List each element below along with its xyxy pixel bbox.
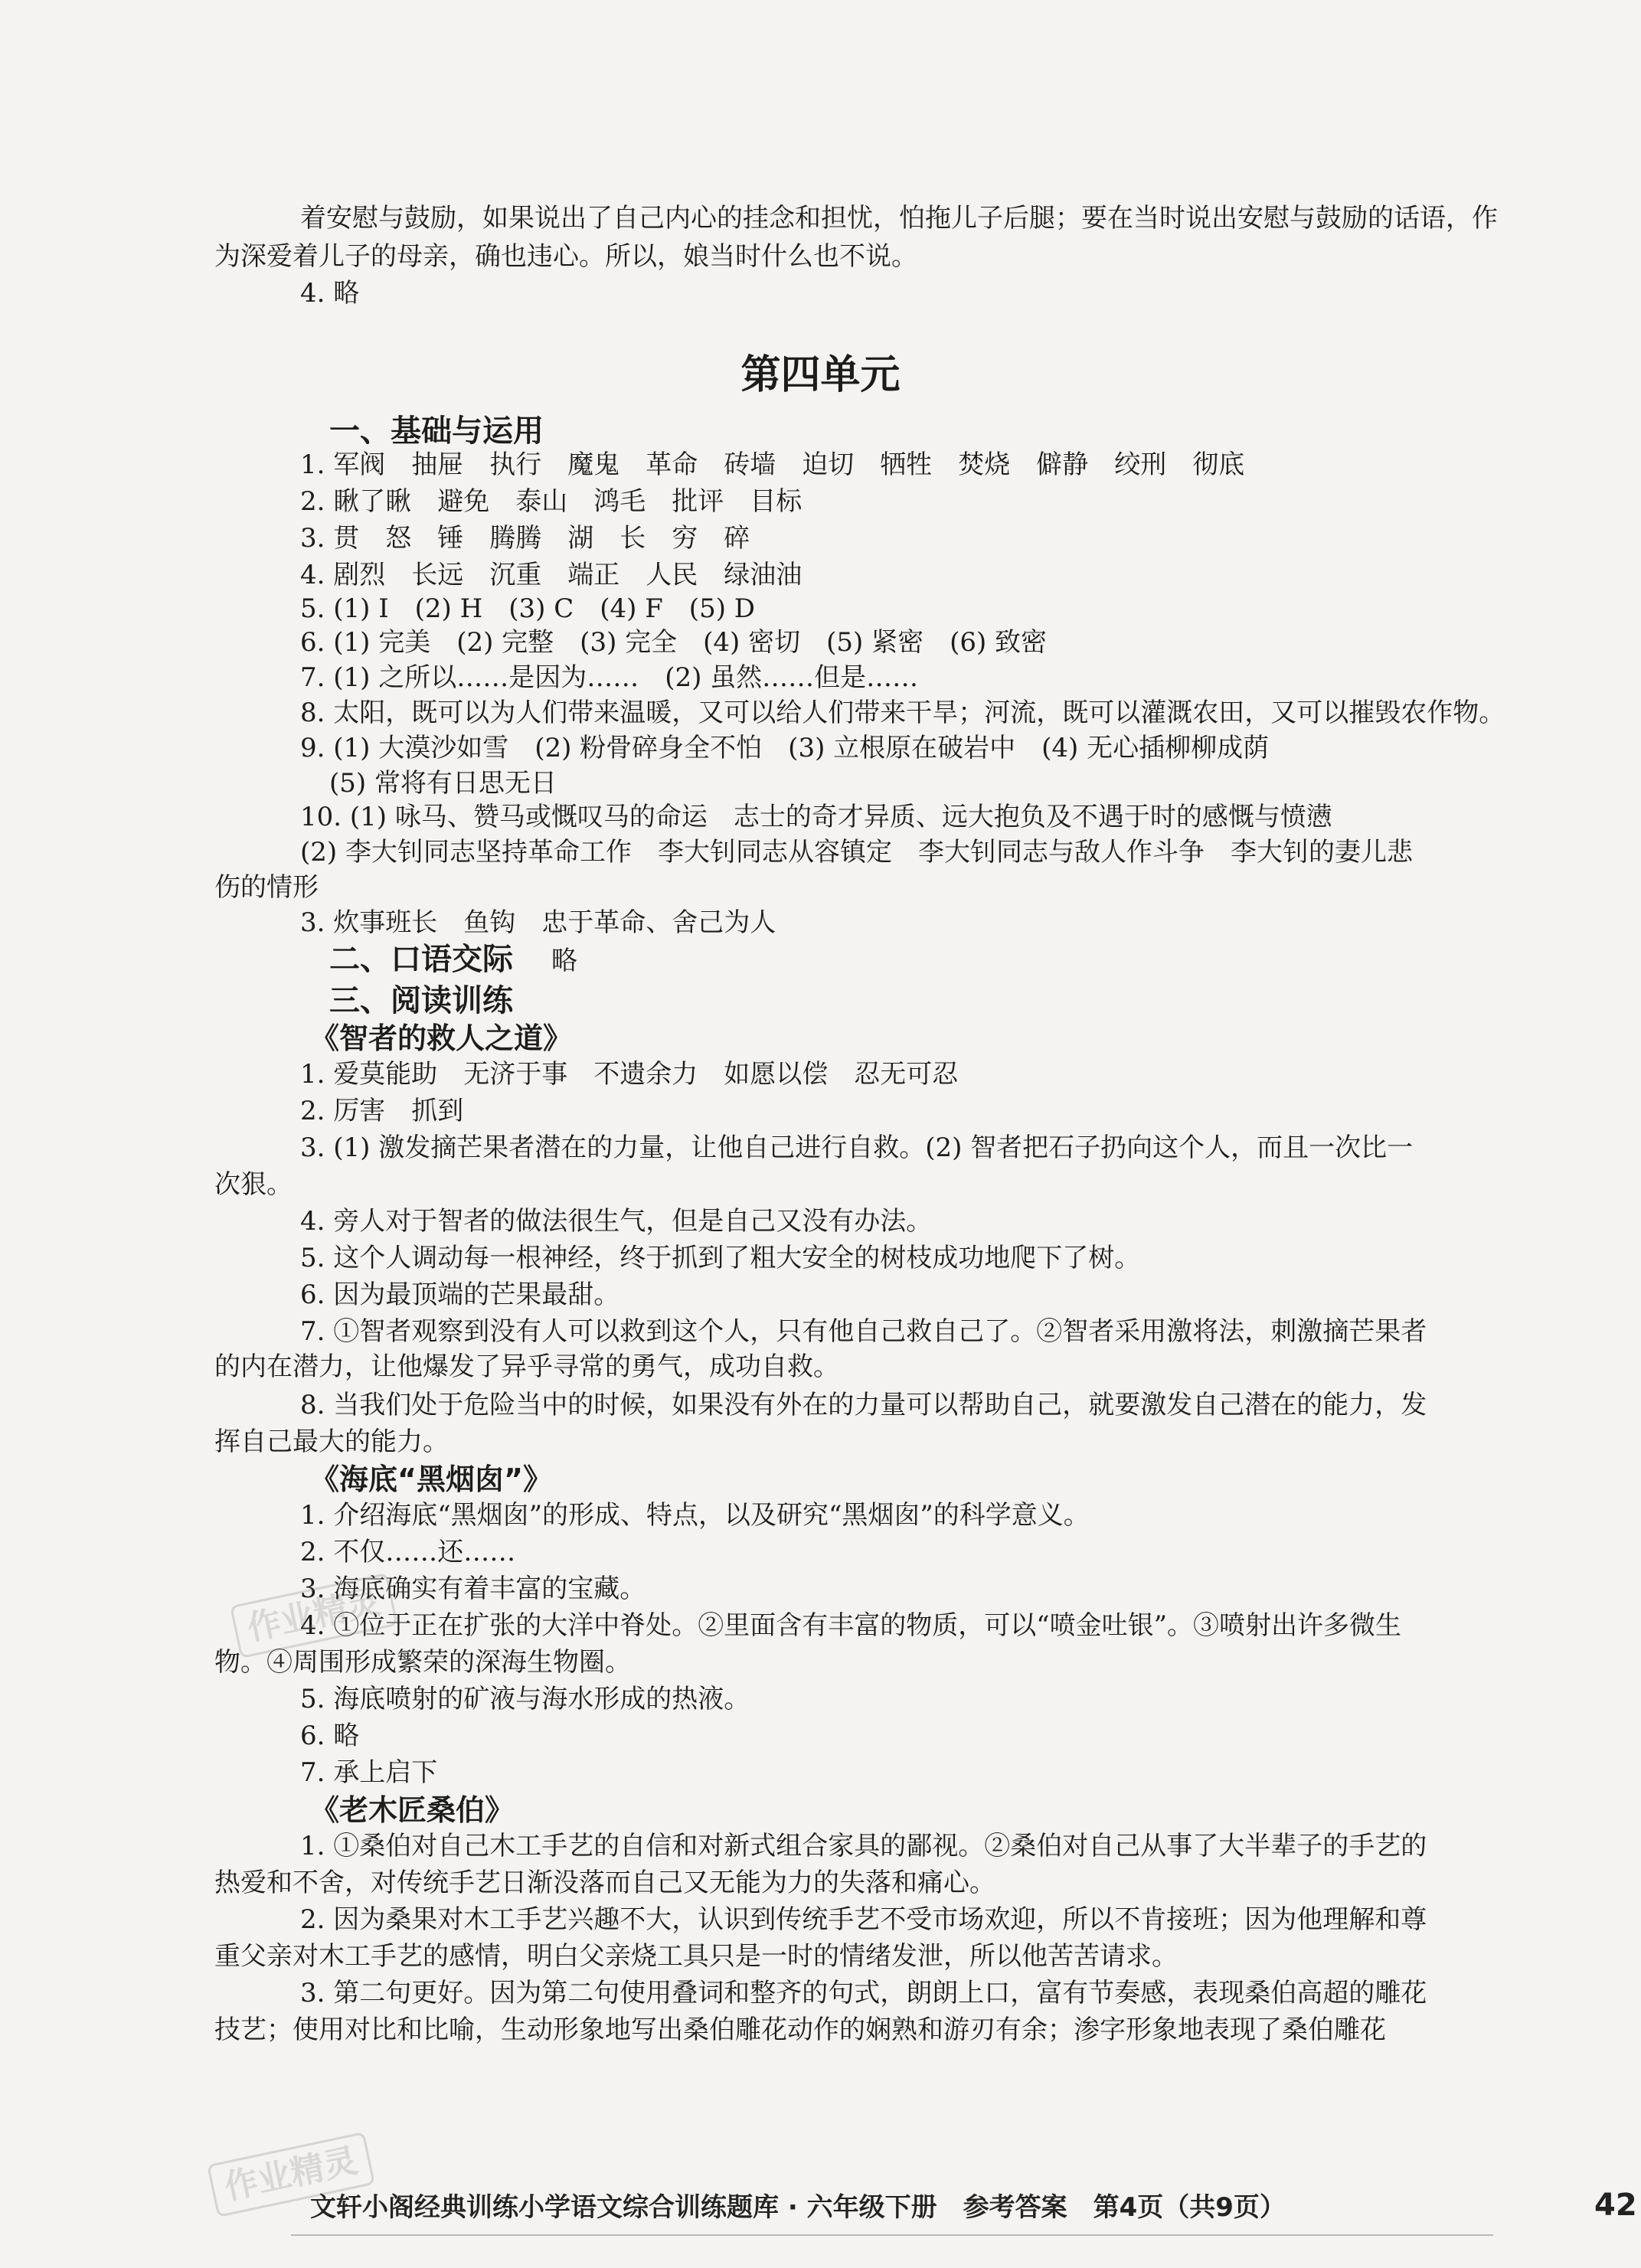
section-title-oral (329, 939, 577, 982)
answer-line: 7. ①智者观察到没有人可以救到这个人，只有他自己救自己了。②智者采用激将法，刺激摘芒果者 (300, 1316, 1427, 1347)
answer-line: 5. 这个人调动每一根神经，终于抓到了粗大安全的树枝成功地爬下了树。 (300, 1243, 1141, 1273)
answer-line: 4. ①位于正在扩张的大洋中脊处。②里面含有丰富的物质，可以“喷金吐银”。③喷射出许多微生 (300, 1610, 1402, 1641)
reading-title: 《海底“黑烟囱”》 (310, 1462, 552, 1496)
answer-line: 热爱和不舍，对传统手艺日渐没落而自己又无能为力的失落和痛心。 (214, 1868, 995, 1898)
answer-line: 1. 爱莫能助 无济于事 不遗余力 如愿以偿 忍无可忍 (300, 1059, 959, 1090)
answer-line: 5. (1) I (2) H (3) C (4) F (5) D (300, 593, 756, 624)
text-line: 4. 略 (300, 278, 360, 309)
answer-line: 3. 第二句更好。因为第二句使用叠词和整齐的句式，朗朗上口，富有节奏感，表现桑伯高超的雕花 (300, 1978, 1427, 2008)
answer-line: 1. 介绍海底“黑烟囱”的形成、特点，以及研究“黑烟囱”的科学意义。 (300, 1500, 1090, 1531)
answer-line: 3. 炊事班长 鱼钩 忠于革命、舍己为人 (300, 907, 776, 938)
answer-line: 7. (1) 之所以……是因为…… (2) 虽然……但是…… (300, 662, 919, 693)
answer-line: 6. 略 (300, 1721, 360, 1751)
answer-line: 1. 军阀 抽屉 执行 魔鬼 革命 砖墙 迫切 牺牲 焚烧 僻静 绞刑 彻底 (300, 449, 1245, 480)
answer-line: 伤的情形 (214, 872, 319, 903)
answer-line: 2. 厉害 抓到 (300, 1096, 464, 1126)
watermark-stamp: 作业精灵 (230, 1573, 398, 1659)
answer-line: 2. 瞅了瞅 避免 泰山 鸿毛 批评 目标 (300, 486, 803, 517)
answer-line: 3. 海底确实有着丰富的宝藏。 (300, 1574, 646, 1604)
answer-line: 6. 因为最顶端的芒果最甜。 (300, 1279, 620, 1310)
section-title-oral-label: 二、口语交际 (329, 942, 513, 977)
page-number: 42 (1594, 2188, 1637, 2223)
text-line: 着安慰与鼓励，如果说出了自己内心的挂念和担忧，怕拖儿子后腿；要在当时说出安慰与鼓励的话语，作 (300, 203, 1498, 234)
answer-line: 重父亲对木工手艺的感情，明白父亲烧工具只是一时的情绪发泄，所以他苦苦请求。 (214, 1941, 1178, 1972)
section-title-reading: 三、阅读训练 (329, 983, 513, 1018)
answer-line: 5. 海底喷射的矿液与海水形成的热液。 (300, 1684, 750, 1714)
answer-line: 8. 太阳，既可以为人们带来温暖，又可以给人们带来干旱；河流，既可以灌溉农田，又可以摧毁农作物。 (300, 698, 1505, 728)
answer-line: 2. 因为桑果对木工手艺兴趣不大，认识到传统手艺不受市场欢迎，所以不肯接班；因为他理解和尊 (300, 1904, 1427, 1935)
footer-rule (291, 2234, 1493, 2236)
answer-line: 4. 旁人对于智者的做法很生气，但是自己又没有办法。 (300, 1206, 933, 1237)
section-title-basics: 一、基础与运用 (329, 413, 544, 449)
answer-line: 6. (1) 完美 (2) 完整 (3) 完全 (4) 密切 (5) 紧密 (6) 致密 (300, 627, 1048, 658)
answer-line: 3. 贯 怒 锤 腾腾 湖 长 穷 碎 (300, 523, 750, 554)
section-oral-note: 略 (551, 946, 577, 976)
answer-line: 2. 不仅……还…… (300, 1537, 516, 1567)
answer-line: 4. 剧烈 长远 沉重 端正 人民 绿油油 (300, 560, 803, 590)
text-line: 为深爱着儿子的母亲，确也违心。所以，娘当时什么也不说。 (214, 241, 917, 272)
answer-line: (5) 常将有日思无日 (329, 768, 557, 799)
answer-line: 8. 当我们处于危险当中的时候，如果没有外在的力量可以帮助自己，就要激发自己潜在的能力，发 (300, 1390, 1427, 1420)
page-footer: 文轩小阁经典训练小学语文综合训练题库 · 六年级下册 参考答案 第4页（共9页） (310, 2192, 1286, 2223)
answer-line: 7. 承上启下 (300, 1757, 438, 1788)
answer-line: 10. (1) 咏马、赞马或慨叹马的命运 志士的奇才异质、远大抱负及不遇于时的感慨与愤懑 (300, 802, 1332, 832)
reading-title: 《老木匠桑伯》 (310, 1793, 515, 1827)
answer-line: 物。④周围形成繁荣的深海生物圈。 (214, 1647, 631, 1678)
answer-line: 次狠。 (214, 1169, 293, 1200)
answer-line: (2) 李大钊同志坚持革命工作 李大钊同志从容镇定 李大钊同志与敌人作斗争 李大钊的妻儿悲 (300, 837, 1413, 868)
answer-line: 挥自己最大的能力。 (214, 1426, 449, 1457)
answer-line: 9. (1) 大漠沙如雪 (2) 粉骨碎身全不怕 (3) 立根原在破岩中 (4) 无心插柳柳成荫 (300, 733, 1270, 763)
answer-line: 3. (1) 激发摘芒果者潜在的力量，让他自己进行自救。(2) 智者把石子扔向这个人，而且一次比一 (300, 1132, 1414, 1163)
answer-line: 的内在潜力，让他爆发了异乎寻常的勇气，成功自救。 (214, 1351, 839, 1382)
reading-title: 《智者的救人之道》 (310, 1021, 573, 1055)
unit-title: 第四单元 (740, 352, 901, 398)
answer-line: 技艺；使用对比和比喻，生动形象地写出桑伯雕花动作的娴熟和游刃有余；渗字形象地表现了桑伯雕花 (214, 2015, 1386, 2045)
watermark-stamp: 作业精灵 (207, 2132, 375, 2217)
answer-line: 1. ①桑伯对自己木工手艺的自信和对新式组合家具的鄙视。②桑伯对自己从事了大半辈子的手艺的 (300, 1831, 1427, 1861)
